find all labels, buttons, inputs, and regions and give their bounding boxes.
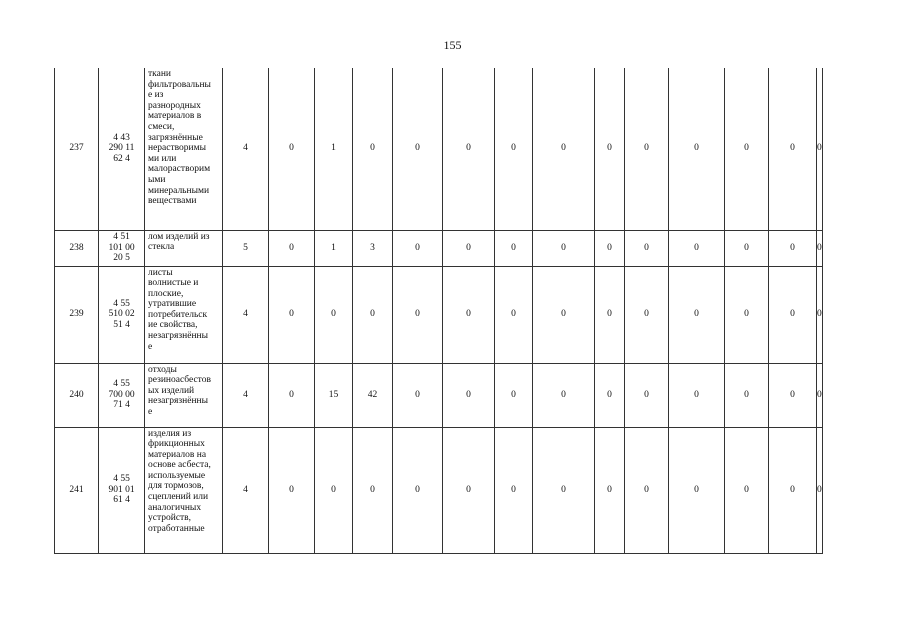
value-cell: 0	[595, 230, 625, 266]
waste-name-line: используемые	[148, 470, 206, 481]
waste-name-line: веществами	[148, 196, 197, 207]
waste-name-cell	[145, 266, 223, 363]
value-cell: 0	[315, 427, 353, 553]
waste-code-line: 4 55	[113, 474, 130, 485]
waste-name-line: аналогичных	[148, 502, 202, 513]
waste-name-line: е	[148, 341, 153, 352]
waste-name-line: ткани	[148, 69, 172, 79]
waste-name-line: е	[148, 406, 153, 417]
waste-name-line: основе асбеста,	[148, 460, 211, 471]
waste-name-line: ых изделий	[148, 385, 195, 396]
waste-name-line: устройств,	[148, 513, 192, 524]
value-cell: 0	[625, 427, 669, 553]
value-cell: 0	[269, 363, 315, 427]
waste-name-line: сцеплений или	[148, 492, 209, 503]
waste-code-cell	[99, 68, 145, 230]
value-cell: 0	[625, 266, 669, 363]
value-cell: 0	[669, 266, 725, 363]
waste-code-line: 62 4	[113, 154, 130, 165]
waste-code-line: 4 51	[113, 232, 130, 243]
waste-name-line: е из	[148, 90, 164, 101]
value-cell: 0	[725, 230, 769, 266]
value-cell: 0	[269, 68, 315, 230]
value-cell: 0	[595, 266, 625, 363]
value-cell: 5	[223, 230, 269, 266]
value-cell: 0	[817, 230, 823, 266]
waste-name-line: незагрязнённы	[148, 396, 209, 407]
value-cell: 0	[669, 363, 725, 427]
value-cell: 42	[353, 363, 393, 427]
waste-name-line: утратившие	[148, 299, 197, 310]
waste-name-line: малорастворим	[148, 164, 211, 175]
value-cell: 0	[625, 230, 669, 266]
waste-code-line: 4 43	[113, 132, 130, 143]
waste-name-line: ыми	[148, 174, 166, 185]
value-cell: 0	[269, 427, 315, 553]
value-cell: 0	[769, 230, 817, 266]
value-cell: 0	[669, 68, 725, 230]
value-cell: 0	[725, 427, 769, 553]
waste-name-line: фрикционных	[148, 439, 205, 450]
value-cell: 0	[769, 266, 817, 363]
value-cell: 0	[269, 266, 315, 363]
value-cell: 0	[817, 363, 823, 427]
value-cell: 0	[393, 266, 443, 363]
waste-code-line: 61 4	[113, 495, 130, 506]
value-cell: 0	[533, 427, 595, 553]
waste-code-cell	[99, 363, 145, 427]
table-row	[55, 266, 823, 363]
waste-name-cell	[145, 427, 223, 553]
row-number-cell: 239	[55, 266, 99, 363]
waste-name-line: загрязнённые	[148, 132, 203, 143]
value-cell: 3	[353, 230, 393, 266]
row-number-cell: 240	[55, 363, 99, 427]
value-cell: 4	[223, 427, 269, 553]
waste-code-cell	[99, 427, 145, 553]
waste-table	[54, 68, 823, 554]
value-cell: 0	[769, 427, 817, 553]
value-cell: 0	[393, 427, 443, 553]
waste-code-line: 700 00	[108, 389, 135, 400]
waste-name-line: резиноасбестов	[148, 375, 211, 386]
value-cell: 1	[315, 68, 353, 230]
table-row	[55, 230, 823, 266]
waste-name-cell	[145, 230, 223, 266]
waste-name-line: лом изделий из	[148, 231, 210, 242]
row-number-cell: 237	[55, 68, 99, 230]
value-cell: 0	[533, 363, 595, 427]
waste-code-line: 290 11	[108, 143, 135, 154]
waste-name-line: минеральными	[148, 185, 210, 196]
table-row	[55, 427, 823, 553]
value-cell: 0	[725, 266, 769, 363]
waste-name-line: стекла	[148, 242, 175, 253]
value-cell: 0	[353, 68, 393, 230]
value-cell: 0	[533, 68, 595, 230]
value-cell: 0	[595, 363, 625, 427]
waste-name-line: незагрязнённы	[148, 331, 209, 342]
row-number-cell: 241	[55, 427, 99, 553]
value-cell: 0	[495, 266, 533, 363]
value-cell: 0	[625, 363, 669, 427]
waste-name-line: для тормозов,	[148, 481, 204, 492]
waste-name-cell	[145, 363, 223, 427]
value-cell: 0	[495, 68, 533, 230]
value-cell: 0	[769, 68, 817, 230]
waste-code-cell	[99, 230, 145, 266]
row-number-cell: 238	[55, 230, 99, 266]
value-cell: 0	[315, 266, 353, 363]
value-cell: 0	[725, 68, 769, 230]
waste-name-line: потребительск	[148, 309, 208, 320]
value-cell: 0	[533, 266, 595, 363]
value-cell: 0	[495, 230, 533, 266]
waste-name-line: нерастворимы	[148, 143, 207, 154]
waste-name-line: отработанные	[148, 523, 205, 534]
waste-code-line: 510 02	[108, 309, 135, 320]
value-cell: 0	[817, 266, 823, 363]
waste-name-line: разнородных	[148, 100, 201, 111]
page-number: 155	[443, 38, 462, 52]
waste-code-line: 20 5	[113, 253, 130, 264]
value-cell: 0	[533, 230, 595, 266]
value-cell: 0	[817, 427, 823, 553]
waste-name-line: плоские,	[148, 288, 184, 299]
value-cell: 4	[223, 266, 269, 363]
value-cell: 0	[443, 68, 495, 230]
waste-code-line: 71 4	[113, 400, 130, 411]
value-cell: 0	[443, 266, 495, 363]
table-row	[55, 68, 823, 230]
value-cell: 0	[669, 427, 725, 553]
waste-name-line: листы	[148, 267, 173, 278]
waste-code-line: 901 01	[108, 484, 135, 495]
value-cell: 0	[443, 230, 495, 266]
value-cell: 0	[353, 427, 393, 553]
value-cell: 0	[595, 427, 625, 553]
waste-code-line: 51 4	[113, 319, 130, 330]
waste-name-line: волнистые и	[148, 278, 199, 289]
value-cell: 0	[595, 68, 625, 230]
value-cell: 0	[725, 363, 769, 427]
value-cell: 0	[817, 68, 823, 230]
value-cell: 4	[223, 68, 269, 230]
value-cell: 0	[769, 363, 817, 427]
value-cell: 0	[393, 68, 443, 230]
value-cell: 0	[495, 427, 533, 553]
value-cell: 1	[315, 230, 353, 266]
waste-code-line: 4 55	[113, 298, 130, 309]
waste-name-cell	[145, 68, 223, 230]
value-cell: 0	[443, 363, 495, 427]
waste-name-line: фильтровальны	[148, 79, 211, 90]
waste-name-line: отходы	[148, 364, 177, 375]
value-cell: 0	[495, 363, 533, 427]
waste-name-line: изделия из	[148, 428, 192, 439]
value-cell: 0	[443, 427, 495, 553]
waste-name-line: ми или	[148, 153, 177, 164]
waste-name-line: материалов на	[148, 449, 207, 460]
waste-name-line: материалов в	[148, 111, 202, 122]
value-cell: 15	[315, 363, 353, 427]
waste-name-line: смеси,	[148, 121, 175, 132]
value-cell: 0	[269, 230, 315, 266]
value-cell: 0	[393, 230, 443, 266]
waste-code-line: 101 00	[108, 242, 135, 253]
waste-code-cell	[99, 266, 145, 363]
value-cell: 4	[223, 363, 269, 427]
value-cell: 0	[625, 68, 669, 230]
value-cell: 0	[669, 230, 725, 266]
value-cell: 0	[393, 363, 443, 427]
waste-code-line: 4 55	[113, 379, 130, 390]
table-row	[55, 363, 823, 427]
value-cell: 0	[353, 266, 393, 363]
waste-name-line: ие свойства,	[148, 320, 198, 331]
